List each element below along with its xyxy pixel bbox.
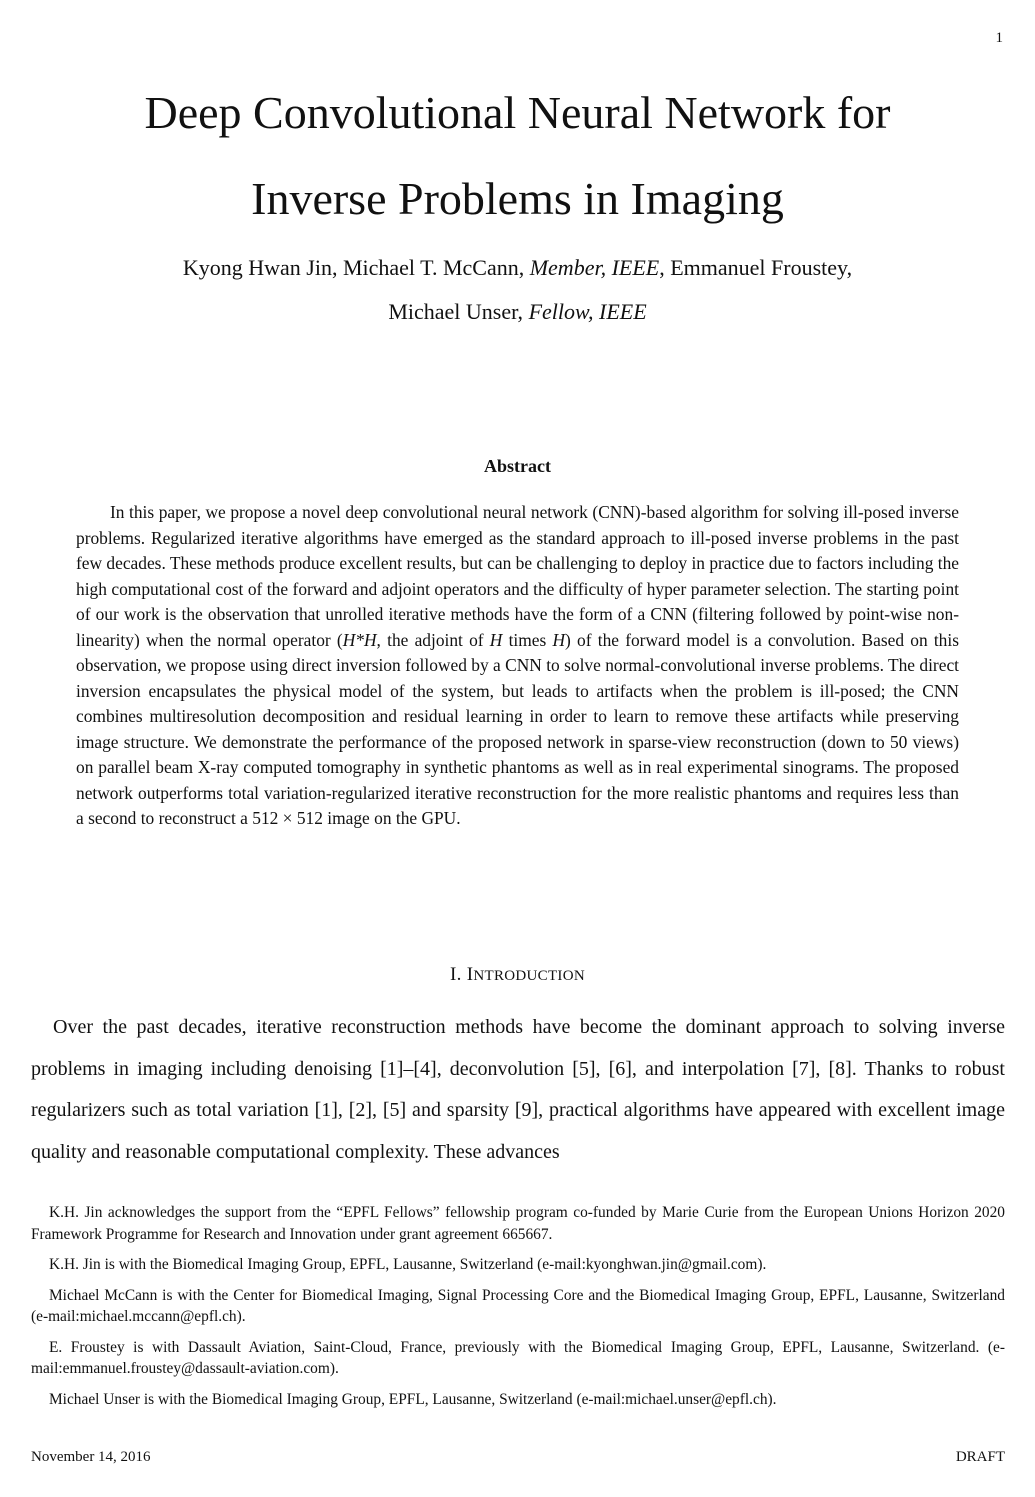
abstract-text-c: times — [502, 629, 553, 650]
abstract-body — [76, 500, 959, 832]
author-list — [0, 246, 1035, 334]
abstract-heading: Abstract — [484, 456, 551, 476]
section-heading-introduction — [0, 964, 1035, 986]
footnote: K.H. Jin acknowledges the support from the “EPFL Fellows” fellowship program co-funded by Marie Curie from the European Unions Horizon 2020 Framework Programme for Research and Innovation under grant agreement 665667. — [31, 1204, 1005, 1243]
footnote: E. Froustey is with Dassault Aviation, Saint-Cloud, France, previously with the Biomedical Imaging Group, EPFL, Lausanne, Switzerland. (e-mail:emmanuel.froustey@dassault-aviation.com). — [31, 1338, 1005, 1377]
section-first-letter: I — [466, 964, 474, 985]
abstract-text-a: In this paper, we propose a novel deep convolutional neural network (CNN)-based algorithm for solving ill-posed inverse problems. Regularized iterative algorithms have emerged as the standard approach to ill-posed inverse problems in the past few decades. These methods produce excellent results, but can be challenging to deploy in practice due to factors including the high computational cost of the forward and adjoint operators and the difficulty of hyper parameter selection. The starting point of our work is the observation that unrolled iterative methods have the form of a CNN (filtering followed by point-wise non-linearity) when the normal operator ( — [76, 502, 959, 650]
footer-date: November 14, 2016 — [31, 1449, 151, 1465]
abstract-math-4: 512 × 512 — [252, 808, 323, 828]
footnotes — [31, 1202, 1005, 1419]
abstract-math-3: H — [552, 629, 566, 650]
abstract-text-d: ) of the forward model is a convolution. Based on this observation, we propose using direct inversion followed by a CNN to solve normal-convolutional inverse problems. The direct inversion encapsulates the physical model of the system, but leads to artifacts when the problem is ill-posed; the CNN combines multiresolution decomposition and residual learning in order to learn to remove these artifacts while preserving image structure. We demonstrate the performance of the proposed network in sparse-view reconstruction (down to 50 views) on parallel beam X-ray computed tomography in synthetic phantoms as well as in real experimental sinograms. The proposed network outperforms total variation-regularized iterative reconstruction for the more realistic phantoms and requires less than a second to reconstruct a — [76, 629, 959, 828]
section-title-rest: NTRODUCTION — [473, 968, 585, 984]
authors-text-2a: Michael Unser, — [388, 299, 529, 324]
author-membership-2: Fellow, IEEE — [528, 299, 647, 324]
footnote: K.H. Jin is with the Biomedical Imaging Group, EPFL, Lausanne, Switzerland (e-mail:kyonghwan.jin@gmail.com). — [49, 1256, 767, 1273]
author-membership-1: Member, IEEE — [529, 255, 660, 280]
abstract-math-2: H — [489, 629, 503, 650]
section-number: I. — [449, 964, 467, 985]
title-line-2: Inverse Problems in Imaging — [251, 173, 784, 224]
abstract-math-1: H*H — [342, 629, 377, 650]
author-line-1 — [0, 246, 1035, 290]
authors-text-1a: Kyong Hwan Jin, Michael T. McCann, — [182, 255, 530, 280]
introduction-paragraph: Over the past decades, iterative reconstruction methods have become the dominant approach to solving inverse problems in imaging including denoising [1]–[4], deconvolution [5], [6], and interpolation [7], [8]. Thanks to robust regularizers such as total variation [1], [2], [5] and sparsity [9], practical algorithms have appeared with excellent image quality and reasonable computational complexity. These advances — [31, 1016, 1005, 1163]
authors-text-1c: , Emmanuel Froustey, — [659, 255, 853, 280]
author-line-2 — [0, 290, 1035, 334]
paper-title — [0, 70, 1035, 242]
footnote: Michael McCann is with the Center for Biomedical Imaging, Signal Processing Core and the Biomedical Imaging Group, EPFL, Lausanne, Switzerland (e-mail:michael.mccann@epfl.ch). — [31, 1286, 1005, 1325]
footnote: Michael Unser is with the Biomedical Imaging Group, EPFL, Lausanne, Switzerland (e-mail:michael.unser@epfl.ch). — [49, 1390, 777, 1408]
page-number: 1 — [995, 30, 1003, 46]
abstract-text-b: , the adjoint of — [376, 629, 490, 650]
abstract-text-e: image on the GPU. — [322, 808, 461, 828]
title-line-1: Deep Convolutional Neural Network for — [144, 87, 891, 138]
footer-status: DRAFT — [955, 1449, 1005, 1465]
